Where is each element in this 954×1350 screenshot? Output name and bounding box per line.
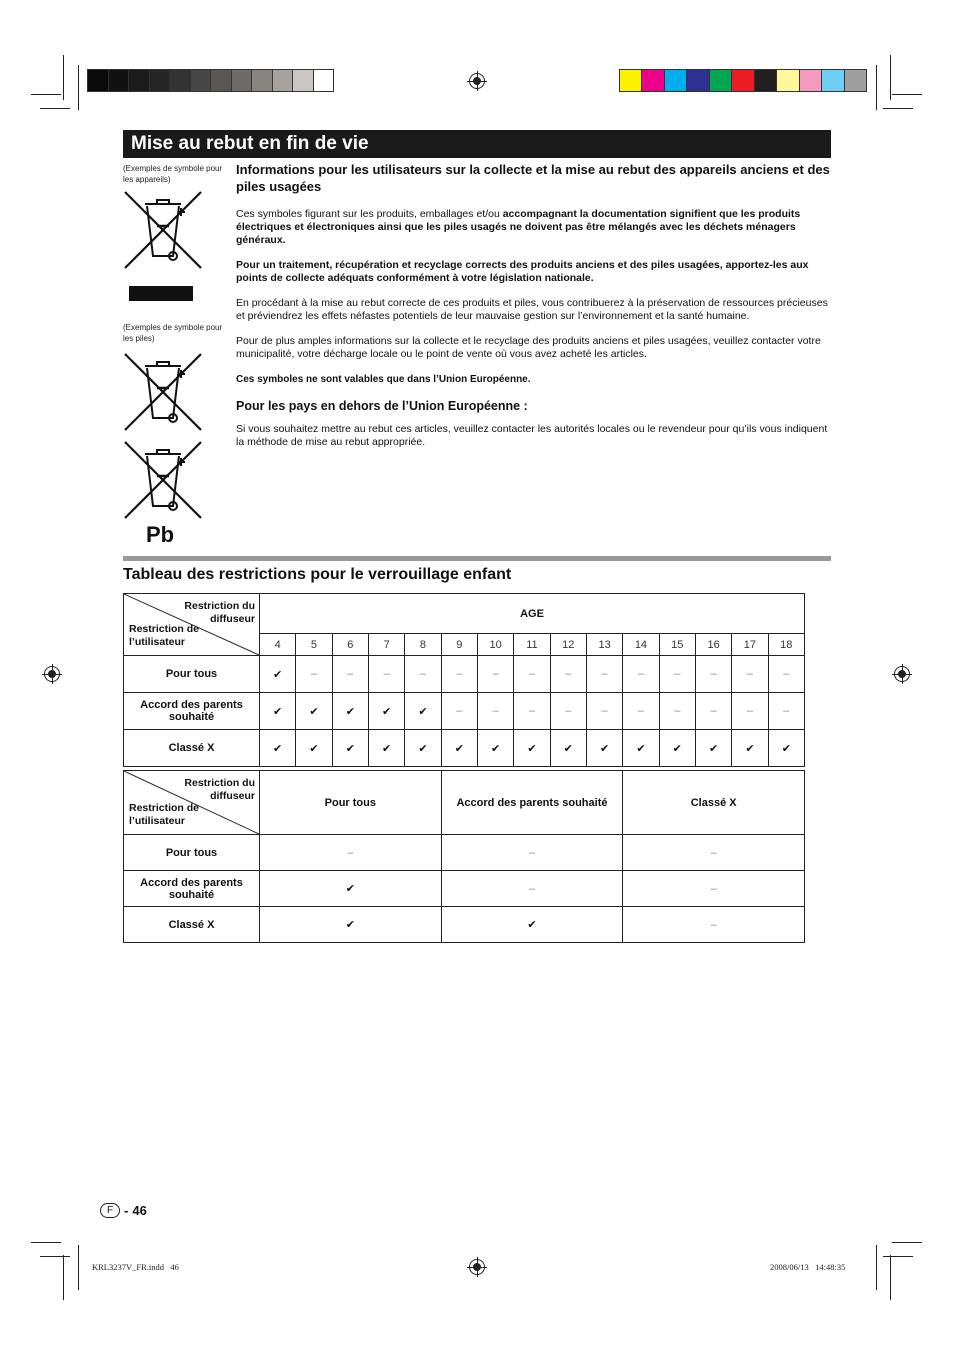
category-restriction-table bbox=[123, 770, 805, 943]
check-mark-icon: ✔ bbox=[260, 693, 296, 730]
dash-mark: – bbox=[623, 907, 805, 943]
check-mark-icon: ✔ bbox=[514, 730, 550, 767]
gray-swatch bbox=[109, 70, 130, 91]
registration-mark-icon bbox=[469, 1259, 485, 1275]
gray-swatch bbox=[129, 70, 150, 91]
check-mark-icon: ✔ bbox=[695, 730, 731, 767]
separator: - bbox=[124, 1203, 129, 1218]
dash-mark: – bbox=[296, 656, 332, 693]
dash-mark: – bbox=[732, 656, 768, 693]
check-mark-icon: ✔ bbox=[768, 730, 804, 767]
section-divider bbox=[123, 556, 831, 561]
color-swatch bbox=[620, 70, 642, 91]
check-mark-icon: ✔ bbox=[623, 730, 659, 767]
dash-mark: – bbox=[623, 835, 805, 871]
table-row bbox=[124, 693, 805, 730]
user-restriction-label: Restriction de l’utilisateur bbox=[129, 802, 200, 827]
color-calibration-bar bbox=[619, 69, 867, 92]
age-column-header: 11 bbox=[514, 634, 550, 656]
table-row bbox=[124, 835, 805, 871]
category-column-header: Accord des parents souhaité bbox=[441, 771, 623, 835]
registration-mark-icon bbox=[44, 666, 60, 682]
grayscale-calibration-bar bbox=[87, 69, 334, 92]
disposal-text bbox=[236, 161, 830, 449]
color-swatch bbox=[777, 70, 799, 91]
table-corner-header bbox=[124, 594, 260, 656]
dash-mark: – bbox=[441, 871, 623, 907]
check-mark-icon: ✔ bbox=[368, 730, 404, 767]
dash-mark: – bbox=[441, 656, 477, 693]
check-mark-icon: ✔ bbox=[659, 730, 695, 767]
check-mark-icon: ✔ bbox=[441, 907, 623, 943]
check-mark-icon: ✔ bbox=[405, 693, 441, 730]
dash-mark: – bbox=[550, 693, 586, 730]
broadcaster-restriction-label: Restriction du diffuseur bbox=[184, 777, 255, 802]
table-row bbox=[124, 656, 805, 693]
check-mark-icon: ✔ bbox=[260, 907, 442, 943]
age-restriction-table bbox=[123, 593, 805, 767]
age-column-header: 5 bbox=[296, 634, 332, 656]
paragraph-2: Pour un traitement, récupération et recyclage corrects des produits anciens et des piles usagées, apportez-les aux points de collecte adéquats conformément à votre législation nationale. bbox=[236, 259, 809, 284]
color-swatch bbox=[687, 70, 709, 91]
dash-mark: – bbox=[477, 656, 513, 693]
category-column-header: Pour tous bbox=[260, 771, 442, 835]
age-header: AGE bbox=[260, 594, 805, 634]
age-column-header: 18 bbox=[768, 634, 804, 656]
check-mark-icon: ✔ bbox=[332, 693, 368, 730]
color-swatch bbox=[800, 70, 822, 91]
color-swatch bbox=[710, 70, 732, 91]
file-info: KRL3237V_FR.indd 46 bbox=[92, 1262, 179, 1272]
caption-appliances: (Exemples de symbole pour les appareils) bbox=[123, 164, 223, 184]
gray-swatch bbox=[232, 70, 253, 91]
row-label: Classé X bbox=[124, 730, 260, 767]
gray-swatch bbox=[150, 70, 171, 91]
gray-swatch bbox=[170, 70, 191, 91]
check-mark-icon: ✔ bbox=[586, 730, 622, 767]
check-mark-icon: ✔ bbox=[296, 730, 332, 767]
table-row bbox=[124, 907, 805, 943]
dash-mark: – bbox=[441, 693, 477, 730]
row-label: Pour tous bbox=[124, 656, 260, 693]
dash-mark: – bbox=[623, 693, 659, 730]
timestamp: 2008/06/13 14:48:35 bbox=[770, 1262, 846, 1272]
dash-mark: – bbox=[695, 656, 731, 693]
dash-mark: – bbox=[623, 871, 805, 907]
check-mark-icon: ✔ bbox=[477, 730, 513, 767]
age-column-header: 15 bbox=[659, 634, 695, 656]
dash-mark: – bbox=[659, 656, 695, 693]
row-label: Accord des parents souhaité bbox=[124, 693, 260, 730]
check-mark-icon: ✔ bbox=[550, 730, 586, 767]
check-mark-icon: ✔ bbox=[296, 693, 332, 730]
dash-mark: – bbox=[586, 693, 622, 730]
dash-mark: – bbox=[586, 656, 622, 693]
dash-mark: – bbox=[695, 693, 731, 730]
paragraph-4: Pour de plus amples informations sur la collecte et le recyclage des produits anciens et piles usagées, veuillez contacter votre municipalité, votre décharge locale ou le point de vente où vous avez acheté les articles. bbox=[236, 335, 821, 360]
language-badge: F bbox=[100, 1203, 120, 1218]
dash-mark: – bbox=[550, 656, 586, 693]
dash-mark: – bbox=[477, 693, 513, 730]
section-title: Tableau des restrictions pour le verrouillage enfant bbox=[123, 566, 512, 583]
age-column-header: 6 bbox=[332, 634, 368, 656]
color-swatch bbox=[755, 70, 777, 91]
row-label: Accord des parents souhaité bbox=[124, 871, 260, 907]
section-title: Mise au rebut en fin de vie bbox=[123, 130, 831, 158]
dash-mark: – bbox=[768, 656, 804, 693]
color-swatch bbox=[642, 70, 664, 91]
age-column-header: 8 bbox=[405, 634, 441, 656]
dash-mark: – bbox=[368, 656, 404, 693]
age-column-header: 17 bbox=[732, 634, 768, 656]
caption-batteries: (Exemples de symbole pour les piles) bbox=[123, 323, 223, 343]
check-mark-icon: ✔ bbox=[405, 730, 441, 767]
page-number bbox=[100, 1203, 147, 1218]
age-column-header: 14 bbox=[623, 634, 659, 656]
category-column-header: Classé X bbox=[623, 771, 805, 835]
age-column-header: 13 bbox=[586, 634, 622, 656]
gray-swatch bbox=[88, 70, 109, 91]
dash-mark: – bbox=[659, 693, 695, 730]
age-column-header: 9 bbox=[441, 634, 477, 656]
check-mark-icon: ✔ bbox=[260, 871, 442, 907]
gray-swatch bbox=[293, 70, 314, 91]
pb-label: Pb bbox=[146, 522, 175, 547]
age-column-header: 7 bbox=[368, 634, 404, 656]
crossed-bin-icon bbox=[123, 190, 203, 270]
check-mark-icon: ✔ bbox=[260, 656, 296, 693]
crossed-bin-icon bbox=[123, 440, 203, 520]
broadcaster-restriction-label: Restriction du diffuseur bbox=[184, 600, 255, 625]
check-mark-icon: ✔ bbox=[441, 730, 477, 767]
color-swatch bbox=[665, 70, 687, 91]
dash-mark: – bbox=[623, 656, 659, 693]
dash-mark: – bbox=[260, 835, 442, 871]
table-row bbox=[124, 871, 805, 907]
eu-outside-heading: Pour les pays en dehors de l’Union Européenne : bbox=[236, 399, 528, 413]
age-column-header: 10 bbox=[477, 634, 513, 656]
gray-swatch bbox=[191, 70, 212, 91]
underbar bbox=[129, 286, 193, 301]
gray-swatch bbox=[273, 70, 294, 91]
check-mark-icon: ✔ bbox=[732, 730, 768, 767]
table-corner-header bbox=[124, 771, 260, 835]
row-label: Pour tous bbox=[124, 835, 260, 871]
row-label: Classé X bbox=[124, 907, 260, 943]
gray-swatch bbox=[252, 70, 273, 91]
crossed-bin-icon bbox=[123, 352, 203, 432]
dash-mark: – bbox=[441, 835, 623, 871]
dash-mark: – bbox=[514, 693, 550, 730]
table-row bbox=[124, 730, 805, 767]
gray-swatch bbox=[211, 70, 232, 91]
color-swatch bbox=[732, 70, 754, 91]
dash-mark: – bbox=[514, 656, 550, 693]
gray-swatch bbox=[314, 70, 334, 91]
color-swatch bbox=[845, 70, 866, 91]
info-heading: Informations pour les utilisateurs sur la collecte et la mise au rebut des appareils anciens et des piles usagées bbox=[236, 162, 830, 194]
user-restriction-label: Restriction de l’utilisateur bbox=[129, 623, 200, 648]
color-swatch bbox=[822, 70, 844, 91]
check-mark-icon: ✔ bbox=[368, 693, 404, 730]
check-mark-icon: ✔ bbox=[332, 730, 368, 767]
age-column-header: 12 bbox=[550, 634, 586, 656]
dash-mark: – bbox=[732, 693, 768, 730]
age-column-header: 16 bbox=[695, 634, 731, 656]
registration-mark-icon bbox=[469, 73, 485, 89]
dash-mark: – bbox=[768, 693, 804, 730]
age-column-header: 4 bbox=[260, 634, 296, 656]
page-number-value: 46 bbox=[132, 1203, 147, 1218]
paragraph-5: Ces symboles ne sont valables que dans l’Union Européenne. bbox=[236, 374, 531, 385]
paragraph-1: Ces symboles figurant sur les produits, emballages et/ou accompagnant la documentation signifient que les produits électriques et électroniques ainsi que les piles usagés ne doivent pas être mélangés avec les déchets ménagers généraux. bbox=[236, 208, 801, 246]
dash-mark: – bbox=[405, 656, 441, 693]
check-mark-icon: ✔ bbox=[260, 730, 296, 767]
registration-mark-icon bbox=[894, 666, 910, 682]
paragraph-3: En procédant à la mise au rebut correcte de ces produits et piles, vous contribuerez à la préservation de ressources précieuses et préviendrez les effets néfastes potentiels de leur mauvaise gestion sur l’environnement et la santé humaine. bbox=[236, 297, 828, 322]
dash-mark: – bbox=[332, 656, 368, 693]
paragraph-6: Si vous souhaitez mettre au rebut ces articles, veuillez contacter les autorités locales ou le revendeur pour qu’ils vous indiquent la méthode de mise au rebut appropriée. bbox=[236, 423, 828, 448]
